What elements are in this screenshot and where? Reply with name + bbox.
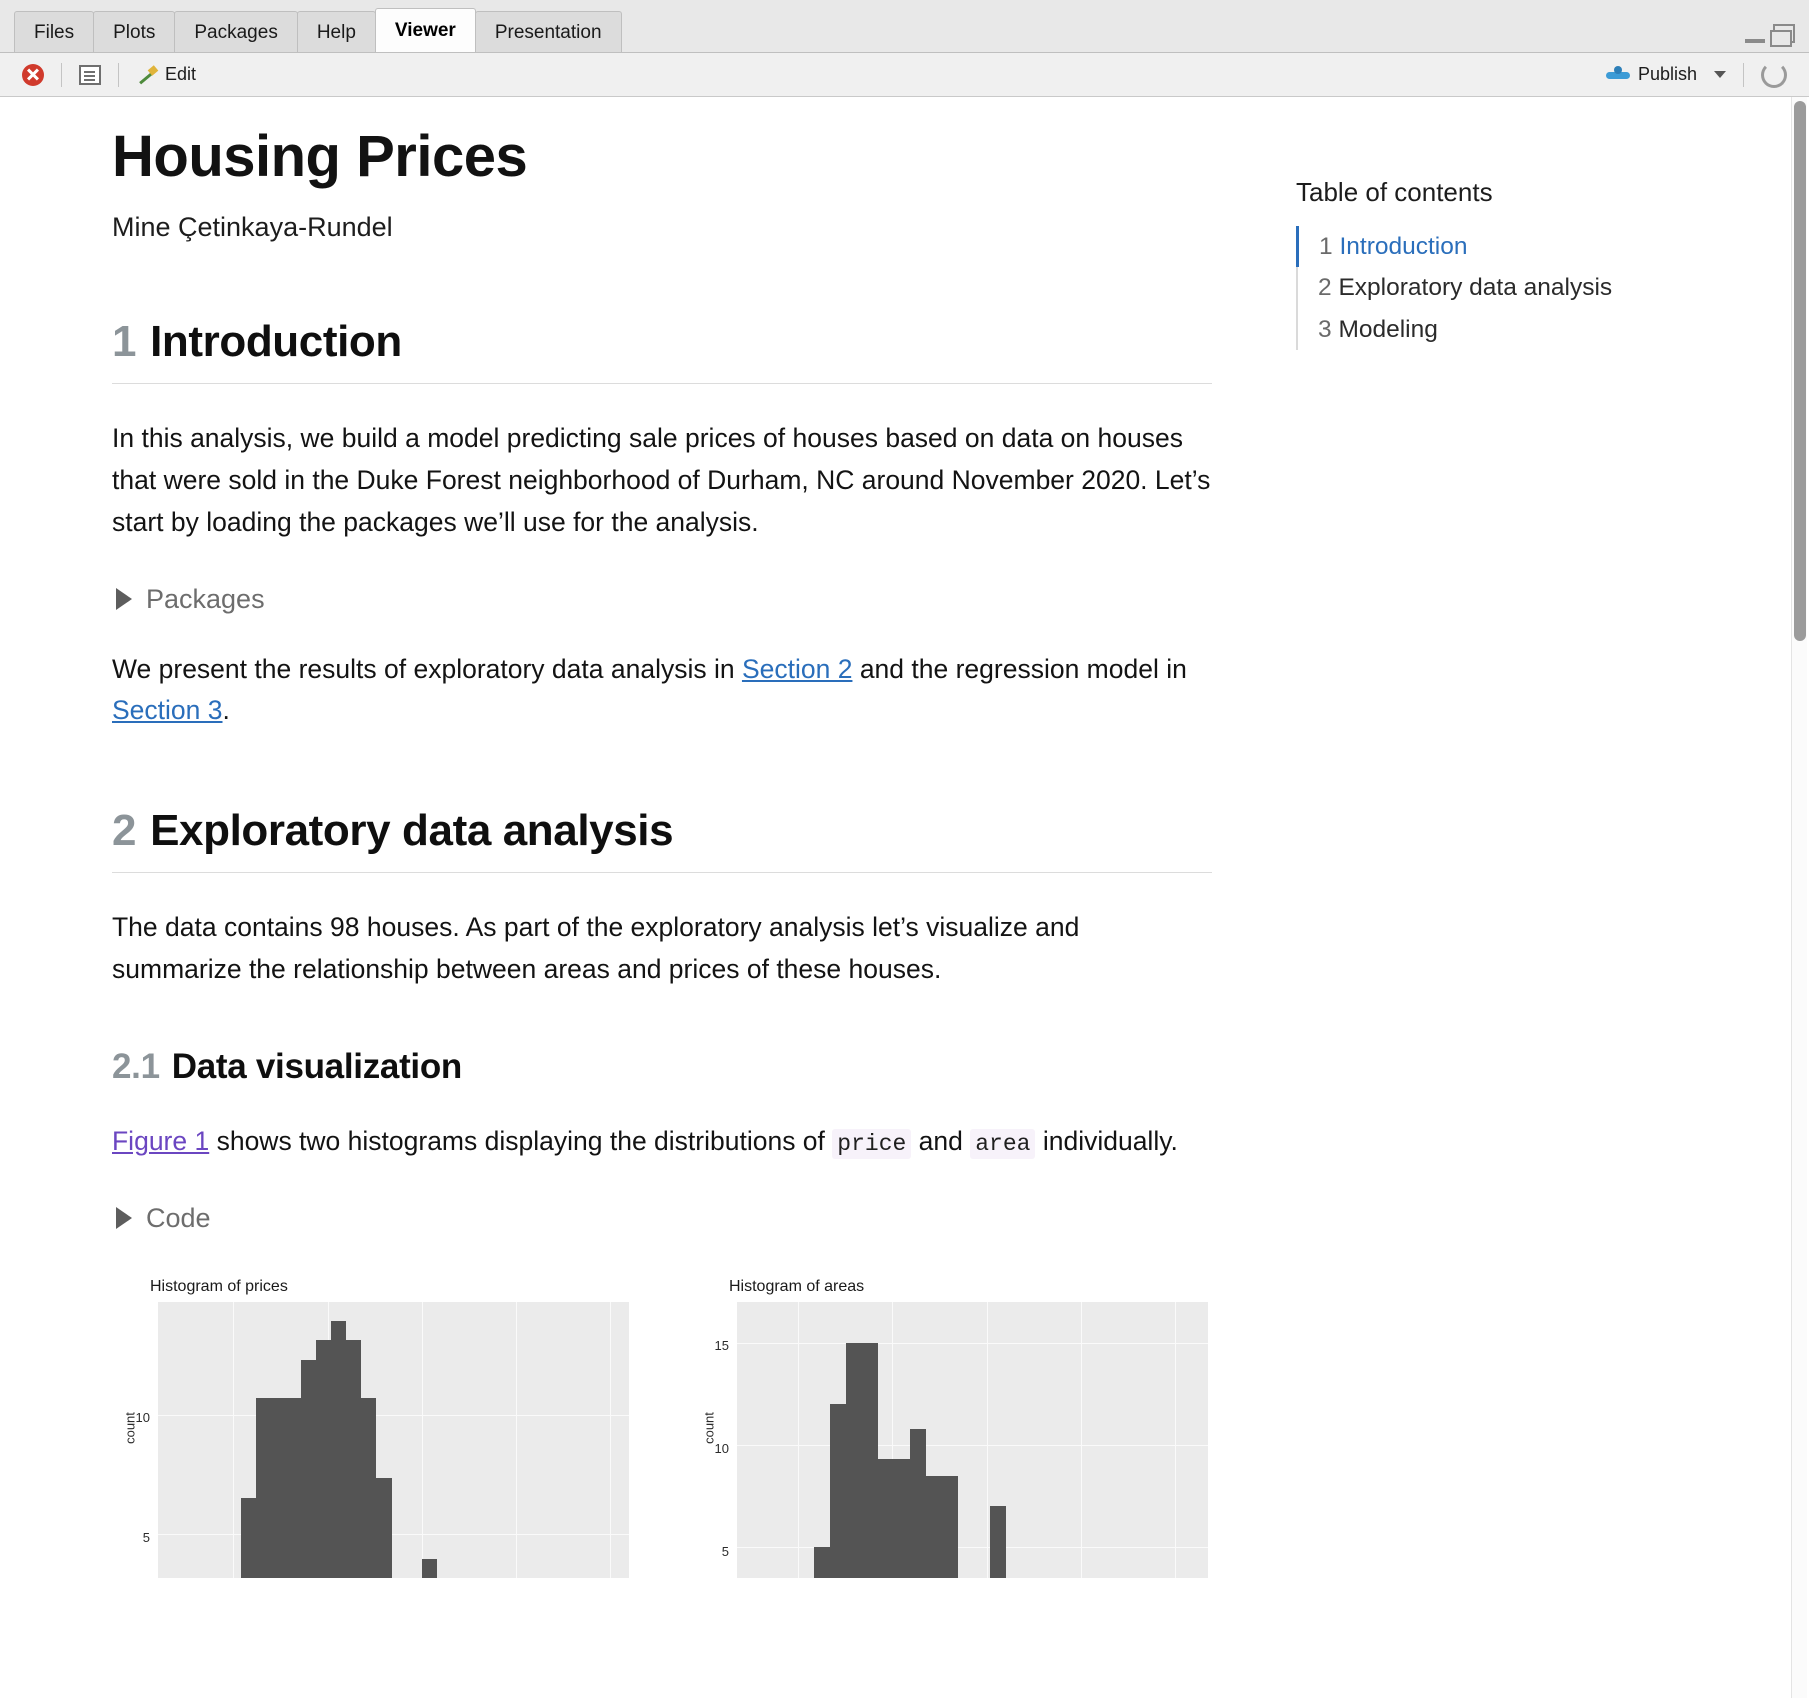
histogram-areas [691,1278,1212,1578]
histogram-areas-plot-area [737,1302,1208,1578]
stop-button[interactable] [14,59,52,91]
intro2-text-1: We present the results of exploratory data analysis in [112,653,742,684]
page-title: Housing Prices [112,124,528,189]
dataviz-text-1: shows two histograms displaying the distributions of [209,1125,833,1156]
histogram-areas-ytick-5: 5 [721,1543,729,1559]
histogram-prices-ytick-5: 5 [142,1529,150,1545]
viewer-toolbar [0,53,1809,97]
link-figure-1[interactable]: Figure 1 [112,1125,210,1156]
histogram-prices-ytick-10: 10 [135,1409,150,1425]
vertical-scrollbar-thumb[interactable] [1794,101,1806,641]
triangle-right-icon [116,1207,132,1229]
stop-icon [22,64,44,86]
window-controls [1745,24,1795,43]
toolbar-separator-1 [61,63,62,87]
toc-item-modeling[interactable] [1296,309,1670,350]
tab-help[interactable]: Help [297,11,376,52]
code-price: price [832,1129,911,1159]
histogram-areas-ytick-15: 15 [714,1337,729,1353]
document-content [0,125,1250,1578]
toc-item-introduction[interactable] [1296,226,1670,267]
tab-presentation[interactable]: Presentation [475,11,622,52]
dataviz-text-3: individually. [1035,1125,1178,1156]
packages-fold-label: Packages [146,583,265,614]
chevron-down-icon[interactable] [1714,71,1726,78]
maximize-icon[interactable] [1773,24,1795,43]
toc-item-number: 3 [1318,315,1332,343]
dataviz-text-2: and [911,1125,971,1156]
subsection-number: 2.1 [112,1046,160,1086]
intro2-text-3: . [222,695,230,726]
refresh-icon [1761,62,1787,88]
tab-files[interactable]: Files [14,11,94,52]
histogram-areas-title: Histogram of areas [729,1277,865,1295]
pane-tabbar [0,0,1809,53]
table-of-contents [1250,125,1670,350]
histogram-prices-ylabel: count [122,1411,138,1444]
link-section-2[interactable]: Section 2 [741,653,853,684]
publish-label: Publish [1637,64,1697,84]
section-number-1: 1 [112,316,137,366]
subsection-heading-2-1 [112,1047,1212,1087]
viewer-document-viewport [0,97,1809,1698]
toc-item-label: Introduction [1339,233,1468,260]
section-heading-1 [112,317,1212,384]
edit-label: Edit [165,64,197,84]
link-section-3[interactable]: Section 3 [112,695,223,726]
toc-item-label: Modeling [1338,315,1438,343]
vertical-scrollbar[interactable] [1791,97,1807,1698]
toc-item-number: 2 [1318,274,1332,302]
quarto-document [0,97,1780,1578]
intro-paragraph-2 [112,649,1212,733]
pencil-icon [136,64,158,86]
histogram-areas-ylabel: count [701,1411,717,1444]
edit-button[interactable] [128,59,204,91]
section-number-2: 2 [112,806,137,856]
popout-button[interactable] [71,59,109,91]
intro2-text-2: and the regression model in [852,653,1187,684]
histogram-prices-plot-area [158,1302,629,1578]
section-title-2: Exploratory data analysis [150,806,674,856]
histogram-prices-title: Histogram of prices [150,1277,288,1295]
subsection-title: Data visualization [171,1046,463,1086]
refresh-button[interactable] [1753,59,1795,91]
popout-icon [79,65,101,85]
tab-plots[interactable]: Plots [93,11,175,52]
tab-viewer[interactable]: Viewer [375,8,476,52]
histogram-areas-ytick-10: 10 [714,1440,729,1456]
code-fold-toggle[interactable] [112,1203,1212,1234]
section-heading-2 [112,806,1212,873]
figure-1-panel [112,1278,1212,1578]
histogram-prices [112,1278,633,1578]
tab-packages[interactable]: Packages [174,11,297,52]
toc-title: Table of contents [1296,177,1493,207]
minimize-icon[interactable] [1745,39,1765,43]
intro-paragraph: In this analysis, we build a model predicting sale prices of houses based on data on houses that were sold in the Duke Forest neighborhood of Durham, NC around November 2020. Let’s start by loading the packages we’ll use for the analysis. [112,422,1211,537]
triangle-right-icon [116,588,132,610]
publish-button[interactable] [1597,59,1734,91]
toc-item-label: Exploratory data analysis [1338,274,1613,302]
code-area: area [970,1129,1035,1159]
publish-icon [1605,64,1631,86]
toc-item-number: 1 [1319,233,1333,260]
toc-item-exploratory-data-analysis[interactable] [1296,267,1670,308]
code-fold-label: Code [146,1202,211,1233]
section-title-1: Introduction [150,316,402,366]
toc-list [1296,226,1670,350]
histogram-prices-bars [158,1302,629,1578]
eda-paragraph: The data contains 98 houses. As part of the exploratory analysis let’s visualize and summarize the relationship between areas and prices of these houses. [112,912,1080,985]
dataviz-paragraph [112,1121,1212,1163]
document-author: Mine Çetinkaya-Rundel [112,211,393,242]
packages-fold-toggle[interactable] [112,584,1212,615]
histogram-areas-bars [737,1302,1208,1578]
toolbar-separator-3 [1743,63,1744,87]
toolbar-separator-2 [118,63,119,87]
